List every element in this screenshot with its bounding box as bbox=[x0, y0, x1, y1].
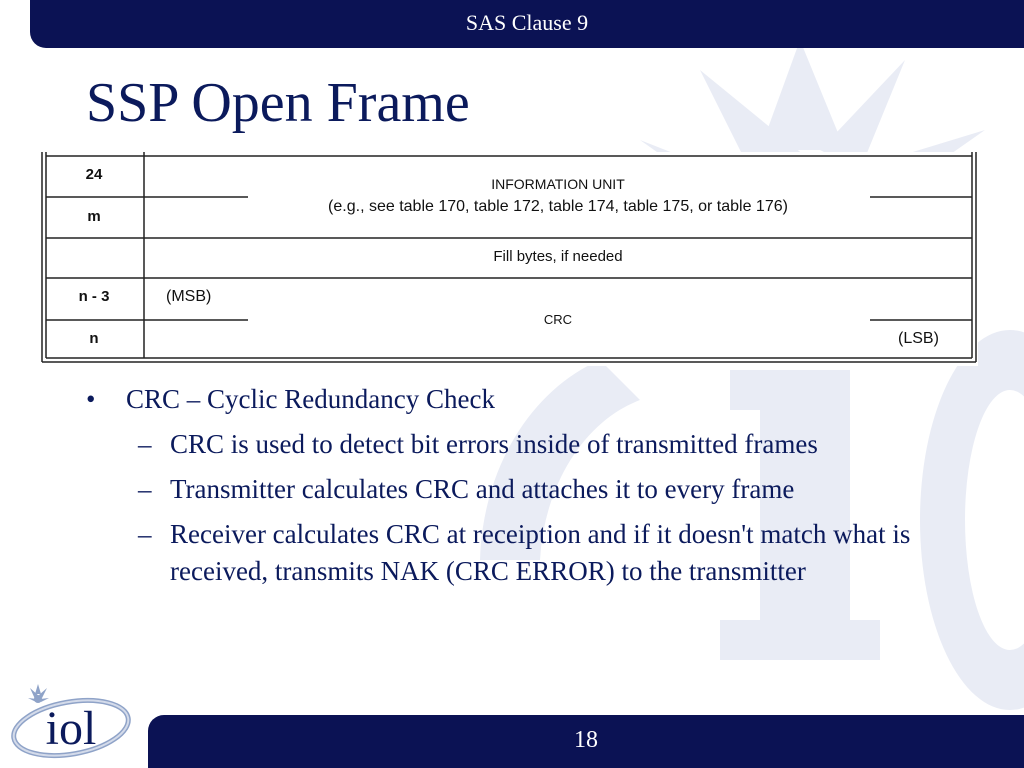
lsb-label: (LSB) bbox=[898, 330, 939, 347]
information-unit-note: (e.g., see table 170, table 172, table 174, table 175, or table 176) bbox=[328, 198, 788, 215]
iol-logo bbox=[8, 682, 134, 762]
dash-marker: – bbox=[138, 474, 152, 504]
fill-bytes-label: Fill bytes, if needed bbox=[493, 248, 623, 265]
logo-text: iol bbox=[45, 702, 97, 755]
msb-label: (MSB) bbox=[166, 288, 212, 305]
dash-marker: – bbox=[138, 519, 152, 549]
sub-bullet-text: Receiver calculates CRC at receiption and if it doesn't match what is received, transmits NAK (CRC ERROR) to the transmitter bbox=[170, 519, 911, 586]
footer-bar bbox=[148, 715, 1024, 768]
byte-label-n-3: n - 3 bbox=[78, 288, 110, 305]
byte-label-24: 24 bbox=[85, 166, 103, 183]
sub-bullet-text: CRC is used to detect bit errors inside of transmitted frames bbox=[170, 429, 818, 459]
bullet-text: CRC – Cyclic Redundancy Check bbox=[126, 384, 495, 414]
byte-label-m: m bbox=[87, 208, 101, 225]
section-title: SAS Clause 9 bbox=[465, 10, 589, 35]
dash-marker: – bbox=[138, 429, 152, 459]
information-unit-label: INFORMATION UNIT bbox=[491, 176, 625, 192]
bullet-marker: • bbox=[86, 384, 96, 414]
header-bar bbox=[30, 0, 1024, 48]
sub-bullet-item bbox=[86, 516, 936, 590]
sub-bullet-text: Transmitter calculates CRC and attaches it to every frame bbox=[170, 474, 795, 504]
page-number: 18 bbox=[574, 727, 598, 753]
frame-format-table bbox=[40, 152, 978, 366]
bullet-item bbox=[86, 380, 936, 418]
byte-label-n: n bbox=[89, 330, 99, 347]
sub-bullet-item bbox=[86, 471, 936, 508]
slide-title: SSP Open Frame bbox=[86, 72, 470, 134]
sub-bullet-item bbox=[86, 426, 936, 463]
crc-field-label: CRC bbox=[543, 312, 573, 327]
bullet-list bbox=[86, 380, 936, 590]
